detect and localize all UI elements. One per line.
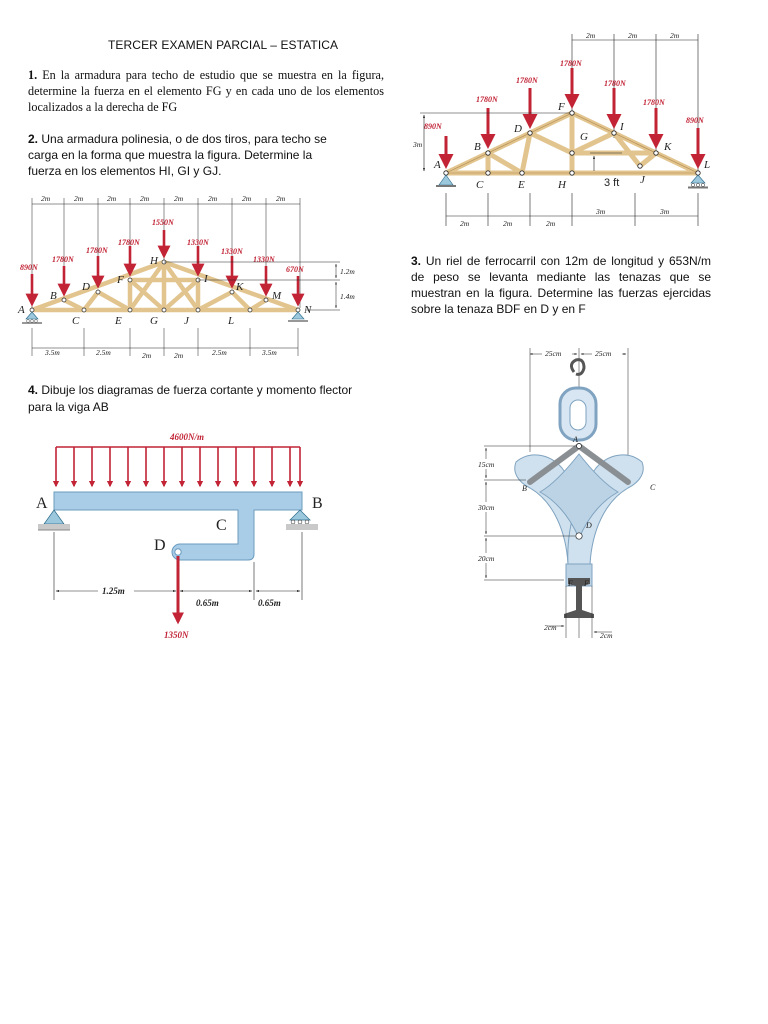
problem-3 <box>411 253 711 317</box>
problem-4-text: Dibuje los diagramas de fuerza cortante y momento flector para la viga AB <box>28 383 353 414</box>
fig1-load-L: 890N <box>686 116 704 125</box>
fig2-dim-bottom-6: 3.5m <box>262 348 277 357</box>
problem-2-number: 2. <box>28 132 39 146</box>
fig4-pin-support-A-icon <box>38 510 70 530</box>
fig2-load-D: 1780N <box>86 246 108 255</box>
fig1-node-J: J <box>640 174 645 186</box>
fig3-dim-25a: 25cm <box>545 349 562 358</box>
fig3-node-D: D <box>586 521 592 530</box>
fig1-load-K: 1780N <box>643 98 665 107</box>
fig4-node-A: A <box>36 495 48 512</box>
problem-4-number: 4. <box>28 383 39 397</box>
fig2-dim-top-3: 2m <box>107 194 117 203</box>
fig2-dim-bottom-1: 3.5m <box>45 348 60 357</box>
fig3-node-B: B <box>522 484 527 493</box>
fig2-dim-top-1: 2m <box>41 194 51 203</box>
figure-2-polynesian-truss <box>14 190 372 362</box>
fig1-node-C: C <box>476 179 484 191</box>
fig1-offset-dimension <box>590 153 622 171</box>
fig2-load-M: 1330N <box>253 255 275 264</box>
fig4-dim-3: 0.65m <box>258 598 281 608</box>
fig2-node-M: M <box>272 290 282 302</box>
fig2-node-J: J <box>184 315 189 327</box>
problem-1-number: 1. <box>28 68 38 82</box>
fig2-load-H: 1550N <box>152 218 174 227</box>
fig1-dim-top-3: 2m <box>670 31 680 40</box>
figure-3-rail-tongs <box>470 342 692 642</box>
problem-1-text: En la armadura para techo de estudio que se muestra en la figura, determine la fuerza en el elemento FG y en cada uno de los elementos localizados a la derecha de FG <box>28 68 385 114</box>
fig1-load-B: 1780N <box>476 95 498 104</box>
fig4-node-B: B <box>312 495 323 512</box>
fig1-node-I: I <box>620 121 624 133</box>
fig3-node-F: F <box>584 579 589 588</box>
fig4-node-C: C <box>216 517 227 534</box>
fig1-load-F: 1780N <box>560 59 582 68</box>
fig4-roller-support-B-icon <box>286 510 318 530</box>
fig4-dim-1: 1.25m <box>102 586 125 596</box>
fig4-point-load-label: 1350N <box>164 630 189 640</box>
fig2-left-support-icon <box>22 312 42 323</box>
fig2-node-L: L <box>228 315 235 327</box>
fig2-dim-top-8: 2m <box>276 194 286 203</box>
fig2-dim-bottom-2: 2.5m <box>96 348 111 357</box>
figure-1-roof-truss <box>410 28 720 230</box>
fig1-dim-bottom-3: 2m <box>546 219 556 228</box>
fig2-node-G: G <box>150 315 158 327</box>
fig2-load-F: 1780N <box>118 238 140 247</box>
fig4-load-label: 4600N/m <box>170 432 205 442</box>
fig2-load-B: 1780N <box>52 255 74 264</box>
fig2-bottom-dimensions <box>32 328 298 356</box>
fig1-load-I: 1780N <box>604 79 626 88</box>
fig2-load-N: 670N <box>286 265 304 274</box>
fig2-dim-top-6: 2m <box>208 194 218 203</box>
fig2-dim-top-2: 2m <box>74 194 84 203</box>
fig2-node-F: F <box>117 274 124 286</box>
fig3-dim-2cm-right: 2cm <box>600 631 613 640</box>
fig2-node-B: B <box>50 290 57 302</box>
fig1-load-D: 1780N <box>516 76 538 85</box>
fig1-dim-top-1: 2m <box>586 31 596 40</box>
fig2-dim-bottom-3: 2m <box>142 351 152 360</box>
fig1-dim-bottom-5: 3m <box>660 207 670 216</box>
fig1-dim-bottom-1: 2m <box>460 219 470 228</box>
fig3-dim-20: 20cm <box>478 554 495 563</box>
fig2-height-1: 1.2m <box>340 267 355 276</box>
fig3-dim-25b: 25cm <box>595 349 612 358</box>
fig1-node-E: E <box>518 179 525 191</box>
fig1-node-K: K <box>664 141 672 153</box>
fig1-dim-bottom-2: 2m <box>503 219 513 228</box>
problem-3-text: Un riel de ferrocarril con 12m de longitud y 653N/m de peso se levanta mediante las tenazas que se muestran en la figura. Determine las fuerzas ejercidas sobre la tenaza BDF en D y en F <box>411 254 711 316</box>
fig2-dim-bottom-5: 2.5m <box>212 348 227 357</box>
fig2-dim-bottom-4: 2m <box>174 351 184 360</box>
fig2-node-K: K <box>236 281 244 293</box>
fig2-node-I: I <box>204 273 208 285</box>
fig4-pin-D <box>175 549 181 555</box>
fig2-node-N: N <box>304 304 312 316</box>
fig2-node-C: C <box>72 315 80 327</box>
fig2-node-A: A <box>18 304 25 316</box>
fig1-truss-members <box>446 113 698 173</box>
fig1-node-D: D <box>514 123 522 135</box>
fig3-node-A: A <box>573 435 578 444</box>
problem-2-text: Una armadura polinesia, o de dos tiros, para techo se carga en la forma que muestra la figura. Determine la fuerza en los elementos HI, GI y GJ. <box>28 132 327 178</box>
fig4-distributed-load-arrows <box>56 447 300 486</box>
fig2-load-A: 890N <box>20 263 38 272</box>
problem-4 <box>28 382 368 416</box>
fig1-node-H: H <box>558 179 566 191</box>
fig1-dim-top-2: 2m <box>628 31 638 40</box>
fig1-node-L: L <box>704 159 711 171</box>
problem-3-number: 3. <box>411 254 422 268</box>
fig1-offset-label: 3 ft <box>604 177 620 189</box>
fig3-dim-15: 15cm <box>478 460 495 469</box>
fig1-node-B: B <box>474 141 481 153</box>
fig4-node-D: D <box>154 537 166 554</box>
fig1-height-label: 3m <box>413 140 423 149</box>
fig1-dim-bottom-4: 3m <box>596 207 606 216</box>
fig1-node-F: F <box>558 101 565 113</box>
exam-title: TERCER EXAMEN PARCIAL – ESTATICA <box>108 38 339 52</box>
fig2-node-D: D <box>82 281 90 293</box>
fig3-node-E: E <box>568 579 573 588</box>
fig2-dim-top-7: 2m <box>242 194 252 203</box>
fig2-dim-top-4: 2m <box>140 194 150 203</box>
figure-4-beam <box>30 426 340 646</box>
fig1-node-A: A <box>434 159 441 171</box>
fig2-node-E: E <box>115 315 122 327</box>
fig3-node-C: C <box>650 483 656 492</box>
fig4-dim-2: 0.65m <box>196 598 219 608</box>
fig1-node-G: G <box>580 131 588 143</box>
fig2-height-2: 1.4m <box>340 292 355 301</box>
fig2-truss-members <box>32 262 298 310</box>
fig1-load-A: 890N <box>424 122 442 131</box>
fig1-pin-support-icon <box>439 175 453 185</box>
problem-1 <box>28 67 384 115</box>
fig3-tong-bodies <box>515 454 643 564</box>
fig1-roller-support-icon <box>688 175 708 188</box>
fig2-load-I: 1330N <box>187 238 209 247</box>
fig2-dim-top-5: 2m <box>174 194 184 203</box>
fig3-dim-30: 30cm <box>478 503 495 512</box>
fig3-hook-icon <box>560 360 596 440</box>
fig2-load-K: 1330N <box>221 247 243 256</box>
fig3-dim-2cm-left: 2cm <box>544 623 557 632</box>
fig2-node-H: H <box>150 255 158 267</box>
problem-2 <box>28 131 340 179</box>
